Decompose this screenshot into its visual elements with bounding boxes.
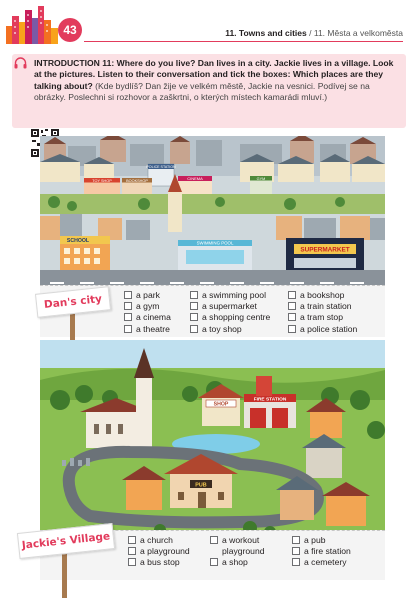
checkbox[interactable]: [210, 536, 218, 544]
list-item[interactable]: a shop: [210, 557, 265, 568]
list-item[interactable]: a police station: [288, 324, 357, 335]
chapter-title-cz: 11. Města a velkoměsta: [313, 28, 403, 38]
checkbox[interactable]: [128, 558, 136, 566]
list-item[interactable]: a cinema: [124, 312, 171, 323]
list-item[interactable]: a theatre: [124, 324, 171, 335]
list-item[interactable]: a bus stop: [128, 557, 190, 568]
page-number-badge: [58, 18, 82, 42]
checkbox[interactable]: [128, 536, 136, 544]
city-illustration: [40, 136, 385, 296]
sign-post: [62, 552, 67, 598]
exercise-instructions: [12, 54, 406, 128]
city-skyline-icon: [6, 6, 60, 44]
checkbox[interactable]: [292, 558, 300, 566]
dans-city-column-1: [124, 290, 171, 335]
sign-post: [70, 312, 75, 340]
jackies-village-sign-label: Jackie's Village: [21, 530, 111, 552]
village-label-fire-station: FIRE STATION: [253, 397, 287, 403]
city-label-toy-shop: TOY SHOP: [92, 178, 112, 183]
list-item[interactable]: a bookshop: [288, 290, 357, 301]
header-divider: [84, 41, 403, 42]
city-label-bookshop: BOOKSHOP: [126, 178, 148, 183]
village-illustration: [40, 340, 385, 545]
checkbox[interactable]: [124, 325, 132, 333]
dans-city-sign-label: Dan's city: [43, 292, 103, 312]
list-item[interactable]: a shopping centre: [190, 312, 270, 323]
checkbox[interactable]: [288, 313, 296, 321]
list-item[interactable]: a train station: [288, 301, 357, 312]
list-item[interactable]: a pub: [292, 535, 351, 546]
checkbox[interactable]: [190, 302, 198, 310]
checkbox[interactable]: [288, 325, 296, 333]
list-item[interactable]: a church: [128, 535, 190, 546]
dans-city-column-2: [190, 290, 270, 335]
chapter-title-separator: /: [306, 28, 314, 38]
chapter-title: [225, 28, 403, 38]
checkbox[interactable]: [292, 547, 300, 555]
checkbox[interactable]: [288, 291, 296, 299]
chapter-title-en: 11. Towns and cities: [225, 28, 307, 38]
city-label-police: POLICE STATION: [146, 165, 176, 169]
list-item[interactable]: a supermarket: [190, 301, 270, 312]
checkbox[interactable]: [210, 558, 218, 566]
list-item[interactable]: a playground: [128, 546, 190, 557]
jackies-village-column-3: [292, 535, 351, 569]
page-header: [0, 0, 415, 48]
jackies-village-column-1: [128, 535, 190, 569]
instructions-cz: (Kde bydlíš? Dan žije ve velkém městě, Jackie na vesnici. Podívej se na obrázky. Poslechni si rozhovor a zaškrtni, o kterých místech kamarádi mluví.): [34, 80, 370, 103]
list-item[interactable]: a toy shop: [190, 324, 270, 335]
city-label-supermarket: SUPERMARKET: [300, 246, 350, 254]
checkbox[interactable]: [292, 536, 300, 544]
headphones-icon: [14, 57, 27, 69]
city-label-swimming-pool: SWIMMING POOL: [196, 240, 234, 246]
checkbox[interactable]: [128, 547, 136, 555]
checkbox[interactable]: [190, 325, 198, 333]
list-item[interactable]: a fire station: [292, 546, 351, 557]
checkbox[interactable]: [190, 291, 198, 299]
list-item[interactable]: a park: [124, 290, 171, 301]
checkbox[interactable]: [190, 313, 198, 321]
list-item[interactable]: a workout playground: [210, 535, 265, 557]
instructions-en: INTRODUCTION 11: Where do you live? Dan lives in a city. Jackie lives in a village. Look at the pictures. Listen to their conversation and tick the boxes: Which places are they talking about?: [34, 58, 394, 91]
checkbox[interactable]: [124, 313, 132, 321]
list-item[interactable]: a cemetery: [292, 557, 351, 568]
jackies-village-column-2: [210, 535, 265, 568]
city-label-school: SCHOOL: [66, 238, 90, 244]
checkbox[interactable]: [288, 302, 296, 310]
village-label-pub: PUB: [195, 482, 207, 489]
checkbox[interactable]: [124, 302, 132, 310]
page-number: 43: [63, 23, 77, 37]
dans-city-column-3: [288, 290, 357, 335]
list-item[interactable]: a tram stop: [288, 312, 357, 323]
city-label-gym: GYM: [256, 176, 266, 181]
list-item[interactable]: a swimming pool: [190, 290, 270, 301]
village-label-shop: SHOP: [213, 401, 229, 408]
list-item[interactable]: a gym: [124, 301, 171, 312]
city-label-cinema: CINEMA: [187, 176, 203, 181]
checkbox[interactable]: [124, 291, 132, 299]
